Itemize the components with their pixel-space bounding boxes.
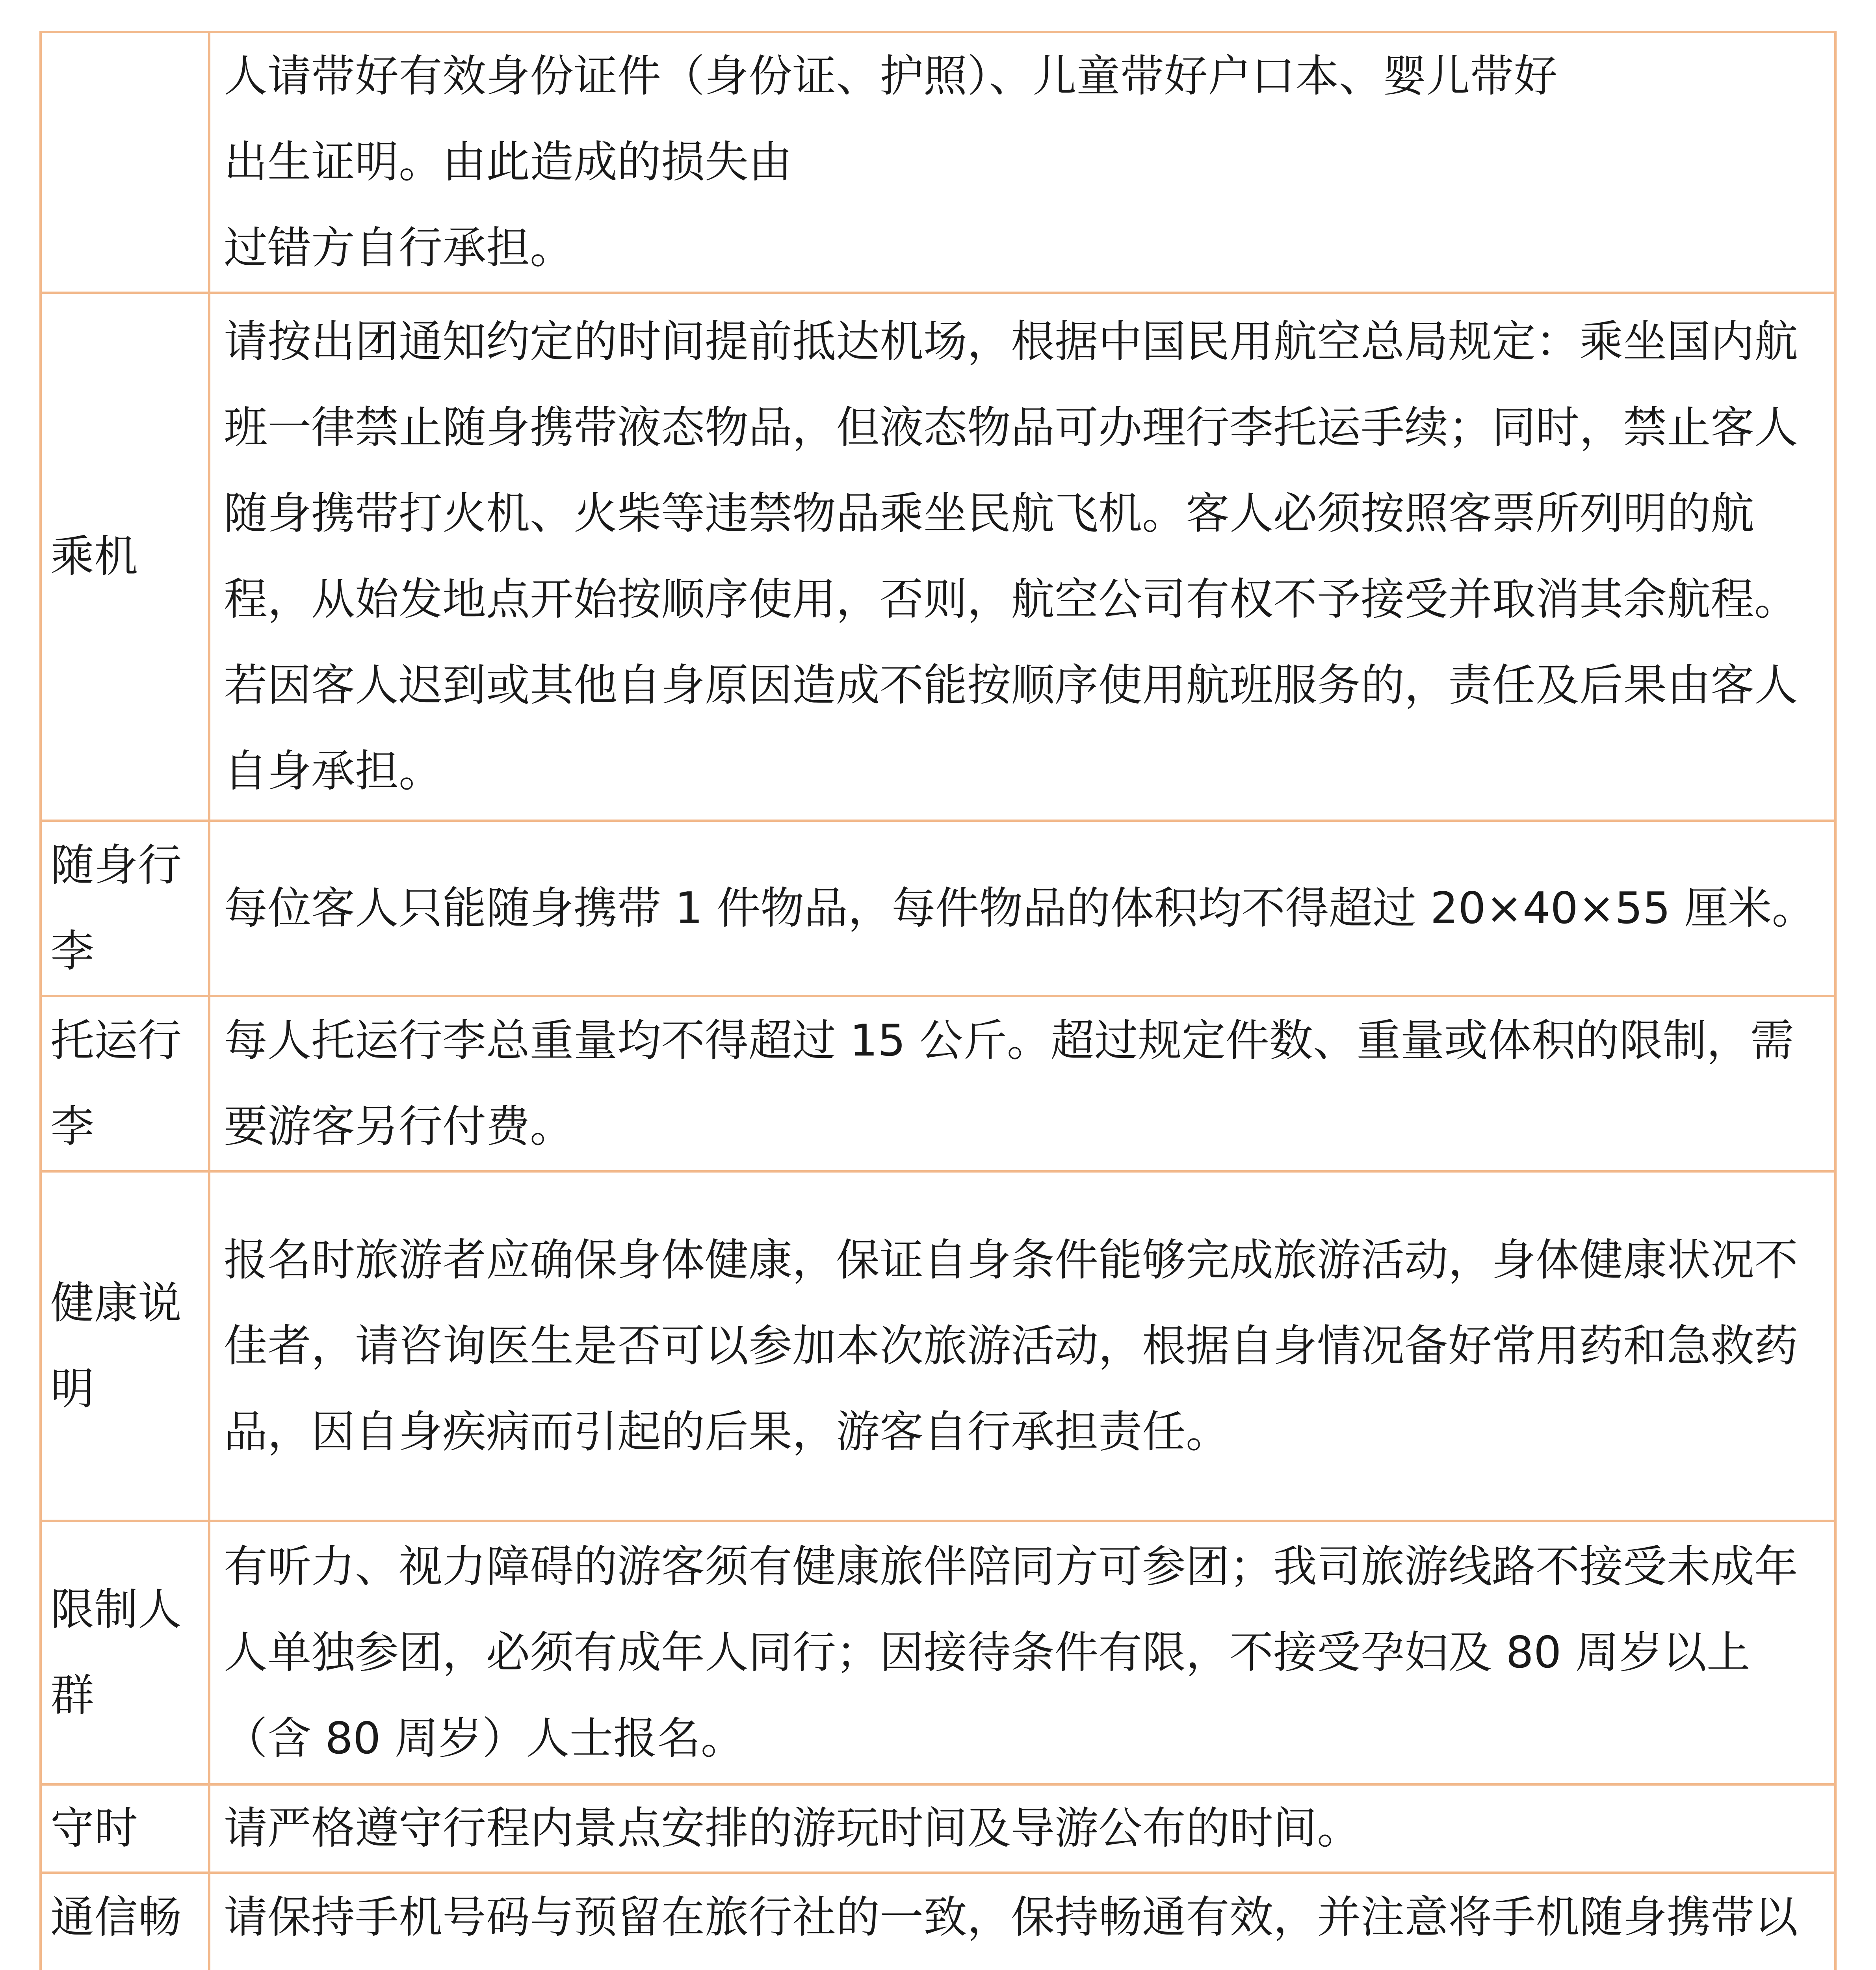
content-line: 人请带好有效身份证件（身份证、护照）、儿童带好户口本、婴儿带好 [224, 51, 1558, 102]
row-content: 报名时旅游者应确保身体健康，保证自身条件能够完成旅游活动，身体健康状况不佳者，请咨询医生是否可以参加本次旅游活动，根据自身情况备好常用药和急救药品，因自身疾病而引起的后果，游客自行承担责任。 [209, 1171, 1835, 1521]
row-content: 每位客人只能随身携带 1 件物品，每件物品的体积均不得超过 20×40×55 厘米。 [209, 821, 1835, 996]
row-label: 托运行李 [41, 996, 209, 1171]
row-label: 通信畅 [41, 1873, 209, 1970]
table-row-communication [41, 1873, 1835, 1970]
row-content: 请严格遵守行程内景点安排的游玩时间及导游公布的时间。 [209, 1784, 1835, 1873]
table-row-checked-luggage [41, 996, 1835, 1171]
table-row-id-documents [41, 32, 1835, 293]
row-content: 请按出团通知约定的时间提前抵达机场，根据中国民用航空总局规定：乘坐国内航班一律禁止随身携带液态物品，但液态物品可办理行李托运手续；同时，禁止客人随身携带打火机、火柴等违禁物品乘坐民航飞机。客人必须按照客票所列明的航程，从始发地点开始按顺序使用，否则，航空公司有权不予接受并取消其余航程。若因客人迟到或其他自身原因造成不能按顺序使用航班服务的，责任及后果由客人自身承担。 [209, 293, 1835, 821]
content-line: 过错方自行承担。 [224, 223, 574, 273]
table-row-health-notice [41, 1171, 1835, 1521]
content-line: 出生证明。由此造成的损失由 [224, 137, 793, 188]
row-label: 守时 [41, 1784, 209, 1873]
row-content: 请保持手机号码与预留在旅行社的一致，保持畅通有效，并注意将手机随身携带以 [209, 1873, 1835, 1970]
row-label: 乘机 [41, 293, 209, 821]
travel-notice-table [39, 31, 1837, 1970]
row-label [41, 32, 209, 293]
row-label: 限制人群 [41, 1521, 209, 1784]
row-content: 每人托运行李总重量均不得超过 15 公斤。超过规定件数、重量或体积的限制，需要游客另行付费。 [209, 996, 1835, 1171]
row-content [209, 32, 1835, 293]
table-row-carry-on-luggage [41, 821, 1835, 996]
row-content: 有听力、视力障碍的游客须有健康旅伴陪同方可参团；我司旅游线路不接受未成年人单独参团，必须有成年人同行；因接待条件有限，不接受孕妇及 80 周岁以上（含 80 周岁）人士报名。 [209, 1521, 1835, 1784]
row-label: 健康说明 [41, 1171, 209, 1521]
table-row-restricted-groups [41, 1521, 1835, 1784]
table-row-punctuality [41, 1784, 1835, 1873]
row-label: 随身行李 [41, 821, 209, 996]
table-row-boarding [41, 293, 1835, 821]
